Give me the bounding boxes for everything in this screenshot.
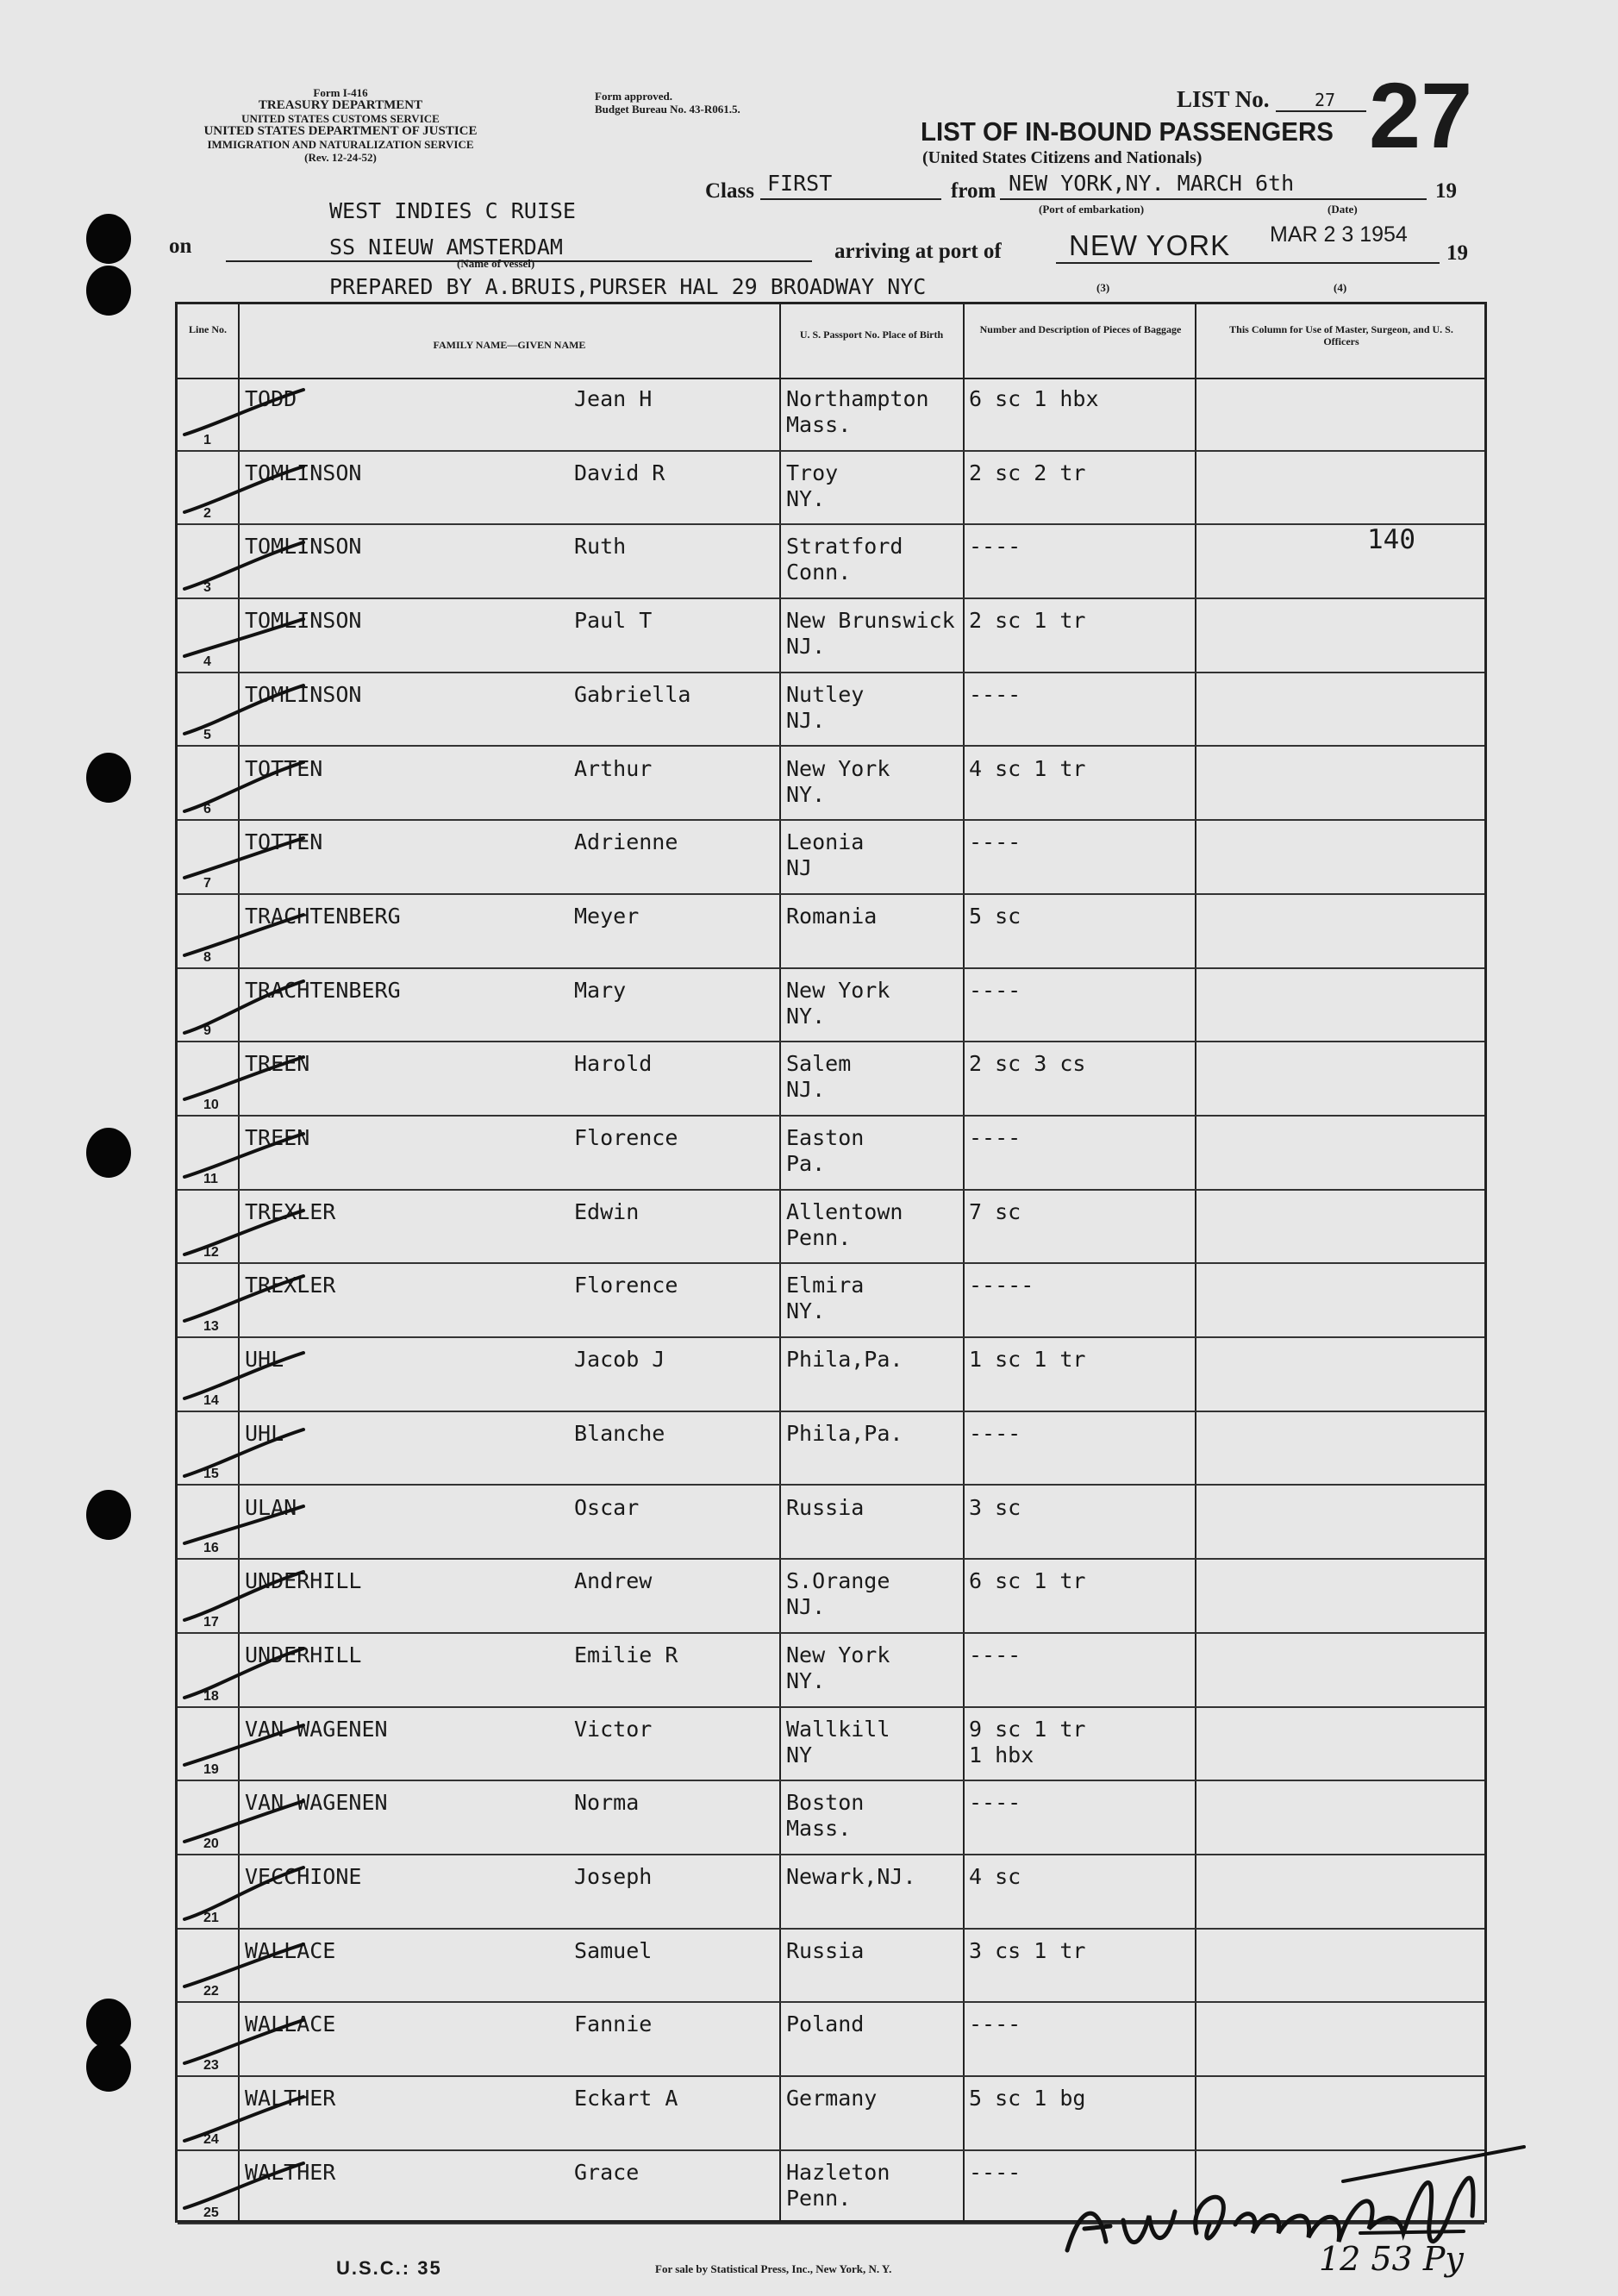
line-number: 18 [203, 1688, 219, 1704]
line-given-name: Eckart A [574, 2086, 678, 2111]
punch-hole [86, 214, 131, 264]
line-baggage: 6 sc 1 tr [969, 1568, 1086, 1594]
line-family-name: UHL [245, 1347, 284, 1373]
line-baggage: 5 sc [969, 903, 1021, 929]
line-baggage: ----- [969, 1273, 1034, 1298]
from-underline [1000, 198, 1427, 200]
line-given-name: Florence [574, 1273, 678, 1298]
line-given-name: Edwin [574, 1198, 640, 1224]
line-baggage: ---- [969, 977, 1021, 1003]
line-birthplace: Elmira [786, 1273, 865, 1298]
line-birthplace-2: NJ. [786, 707, 826, 733]
line-family-name: WALLACE [245, 1937, 336, 1963]
line-family-name: VAN WAGENEN [245, 1790, 388, 1816]
line-birthplace: Newark,NJ. [786, 1864, 916, 1889]
line-number: 5 [203, 728, 211, 743]
line-birthplace: Boston [786, 1790, 865, 1816]
revision: (Rev. 12-24-52) [304, 151, 377, 164]
line-given-name: Adrienne [574, 829, 678, 855]
line-given-name: Harold [574, 1051, 653, 1077]
line-given-name: Mary [574, 977, 627, 1003]
line-baggage: 2 sc 3 cs [969, 1051, 1086, 1077]
port-caption: (Port of embarkation) [1039, 203, 1145, 216]
line-number: 12 [203, 1245, 219, 1261]
line-birthplace-2: NJ. [786, 634, 826, 660]
check-mark-icon [174, 1935, 312, 2004]
col-header-officers: This Column for Use of Master, Surgeon, and U. S. Officers [1229, 323, 1453, 347]
prepared-by: PREPARED BY A.BRUIS,PURSER HAL 29 BROADWAY NYC [329, 274, 927, 299]
line-family-name: TREXLER [245, 1198, 336, 1224]
line-given-name: Gabriella [574, 681, 691, 707]
check-mark-icon [174, 1343, 312, 1412]
check-mark-icon [174, 1417, 312, 1486]
table-row [178, 1560, 1484, 1634]
line-number: 1 [203, 432, 211, 447]
check-mark-icon [174, 2156, 312, 2225]
handwritten-page-no: 12 53 Py [1319, 2240, 1464, 2278]
table-header [178, 304, 1484, 379]
check-mark-icon [174, 974, 312, 1043]
date-caption: (Date) [1328, 203, 1358, 216]
check-mark-icon [174, 1048, 312, 1117]
line-family-name: TREXLER [245, 1273, 336, 1298]
check-mark-icon [174, 2008, 312, 2077]
table-row [178, 1486, 1484, 1561]
punch-hole [86, 1490, 131, 1540]
doj-name: UNITED STATES DEPARTMENT OF JUSTICE [203, 124, 478, 138]
line-birthplace: Allentown [786, 1198, 903, 1224]
line-birthplace-2: Penn. [786, 1224, 852, 1250]
line-family-name: TOMLINSON [245, 608, 362, 634]
arrival-date-stamp: MAR 2 3 1954 [1270, 222, 1408, 247]
line-number: 24 [203, 2131, 219, 2147]
line-baggage: 5 sc 1 bg [969, 2086, 1086, 2111]
line-birthplace-2: Mass. [786, 1816, 852, 1842]
check-mark-icon [174, 1122, 312, 1191]
line-birthplace: Russia [786, 1494, 865, 1520]
port-underline [1056, 262, 1440, 264]
subtitle: (United States Citizens and Nationals) [922, 148, 1203, 167]
line-birthplace: Leonia [786, 829, 865, 855]
line-baggage: 3 sc [969, 1494, 1021, 1520]
form-approved: Form approved. [595, 90, 673, 103]
line-family-name: TOMLINSON [245, 681, 362, 707]
line-number: 2 [203, 506, 211, 522]
line-family-name: VECCHIONE [245, 1864, 362, 1889]
line-birthplace-2: NJ. [786, 1594, 826, 1620]
table-row [178, 969, 1484, 1043]
line-baggage: ---- [969, 1125, 1021, 1150]
line-number: 8 [203, 949, 211, 965]
line-birthplace: Poland [786, 2011, 865, 2037]
line-number: 6 [203, 802, 211, 817]
arriving-label: arriving at port of [834, 240, 1002, 263]
line-given-name: Fannie [574, 2011, 653, 2037]
check-mark-icon [174, 2082, 312, 2151]
approval-block [595, 90, 740, 116]
line-baggage: ---- [969, 534, 1021, 560]
line-number: 21 [203, 1910, 219, 1925]
year-label-1: 19 [1435, 179, 1457, 203]
caption-4: (4) [1334, 281, 1347, 294]
line-birthplace: Wallkill [786, 1716, 890, 1742]
line-baggage: 4 sc [969, 1864, 1021, 1889]
line-birthplace: New York [786, 977, 890, 1003]
table-row [178, 1264, 1484, 1338]
col-header-name: FAMILY NAME—GIVEN NAME [433, 339, 586, 351]
class-value: FIRST [767, 171, 833, 196]
line-birthplace: Phila,Pa. [786, 1347, 903, 1373]
line-number: 25 [203, 2205, 219, 2221]
line-family-name: TOMLINSON [245, 460, 362, 485]
line-family-name: UNDERHILL [245, 1568, 362, 1594]
service-name: UNITED STATES CUSTOMS SERVICE [241, 112, 440, 125]
line-baggage: 2 sc 1 tr [969, 608, 1086, 634]
form-number: Form I-416 [313, 86, 368, 99]
line-family-name: ULAN [245, 1494, 297, 1520]
table-row [178, 821, 1484, 895]
line-number: 4 [203, 654, 211, 669]
passenger-table [175, 302, 1487, 2223]
usc-number: U.S.C.: 35 [336, 2257, 442, 2279]
line-baggage: ---- [969, 2159, 1021, 2185]
table-row [178, 525, 1484, 599]
list-no-small: 27 [1315, 90, 1336, 110]
line-given-name: Meyer [574, 903, 640, 929]
printer-line: For sale by Statistical Press, Inc., New York, N. Y. [655, 2262, 892, 2275]
line-given-name: Arthur [574, 755, 653, 781]
line-given-name: Samuel [574, 1937, 653, 1963]
line-number: 22 [203, 1984, 219, 1999]
budget-number: Budget Bureau No. 43-R061.5. [595, 103, 740, 116]
line-given-name: Paul T [574, 608, 653, 634]
line-number: 9 [203, 1023, 211, 1039]
line-family-name: WALTHER [245, 2086, 336, 2111]
line-given-name: Andrew [574, 1568, 653, 1594]
line-number: 17 [203, 1614, 219, 1630]
line-birthplace: Hazleton [786, 2159, 890, 2185]
line-birthplace: New York [786, 755, 890, 781]
check-mark-icon [174, 457, 312, 526]
line-birthplace-2: Pa. [786, 1151, 826, 1176]
line-baggage: 2 sc 2 tr [969, 460, 1086, 485]
col-header-passport: U. S. Passport No. Place of Birth [799, 328, 944, 341]
line-birthplace: Salem [786, 1051, 852, 1077]
line-baggage: 1 sc 1 tr [969, 1347, 1086, 1373]
line-baggage: 6 sc 1 hbx [969, 386, 1099, 411]
check-mark-icon [174, 900, 312, 969]
check-mark-icon [174, 383, 312, 452]
line-birthplace: Easton [786, 1125, 865, 1150]
table-row [178, 1855, 1484, 1930]
table-row [178, 2003, 1484, 2077]
table-row [178, 1634, 1484, 1708]
line-number: 7 [203, 875, 211, 891]
line-given-name: Oscar [574, 1494, 640, 1520]
line-number: 14 [203, 1392, 219, 1408]
form-id-block [177, 86, 504, 164]
from-label: from [951, 179, 996, 203]
line-baggage: 9 sc 1 tr [969, 1716, 1086, 1742]
check-mark-icon [174, 1269, 312, 1338]
line-given-name: Florence [574, 1125, 678, 1150]
punch-hole [86, 1128, 131, 1178]
line-given-name: Norma [574, 1790, 640, 1816]
table-row [178, 748, 1484, 822]
col-header-baggage: Number and Description of Pieces of Baggage [979, 323, 1182, 335]
line-birthplace: Northampton [786, 386, 929, 411]
year-label-2: 19 [1446, 241, 1468, 265]
line-baggage: ---- [969, 829, 1021, 855]
list-no-underline [1276, 110, 1366, 112]
table-row [178, 673, 1484, 748]
line-given-name: Jacob J [574, 1347, 665, 1373]
check-mark-icon [174, 826, 312, 895]
table-row [178, 452, 1484, 526]
line-birthplace-2: NY. [786, 781, 826, 807]
class-underline [760, 198, 941, 200]
line-baggage: 7 sc [969, 1198, 1021, 1224]
line-given-name: Joseph [574, 1864, 653, 1889]
cruise-name: WEST INDIES C RUISE [329, 198, 576, 223]
line-birthplace-2: NJ [786, 855, 813, 881]
line-number: 16 [203, 1541, 219, 1556]
line-birthplace-2: Conn. [786, 560, 852, 585]
line-birthplace: Nutley [786, 681, 865, 707]
line-given-name: Blanche [574, 1420, 665, 1446]
line-family-name: UHL [245, 1420, 284, 1446]
table-row [178, 1338, 1484, 1412]
table-row [178, 378, 1484, 452]
line-birthplace-2: Mass. [786, 412, 852, 437]
line-birthplace-2: NY [786, 1742, 813, 1767]
ins-name: IMMIGRATION AND NATURALIZATION SERVICE [207, 138, 474, 151]
line-number: 20 [203, 1836, 219, 1851]
vessel-name: SS NIEUW AMSTERDAM [329, 235, 563, 260]
line-birthplace-2: NY. [786, 1003, 826, 1029]
line-birthplace: S.Orange [786, 1568, 890, 1594]
list-no-big: 27 [1369, 63, 1473, 167]
line-baggage: 3 cs 1 tr [969, 1937, 1086, 1963]
line-family-name: TODD [245, 386, 297, 411]
line-baggage: ---- [969, 1642, 1021, 1667]
line-baggage: ---- [969, 681, 1021, 707]
line-given-name: David R [574, 460, 665, 485]
line-family-name: WALTHER [245, 2159, 336, 2185]
check-mark-icon [174, 604, 312, 673]
table-row [178, 1708, 1484, 1782]
check-mark-icon [174, 1639, 312, 1708]
line-baggage: ---- [969, 2011, 1021, 2037]
line-birthplace: Troy [786, 460, 839, 485]
line-number: 3 [203, 580, 211, 596]
officer-note: 140 [1367, 524, 1415, 555]
line-given-name: Jean H [574, 386, 653, 411]
line-family-name: TOMLINSON [245, 534, 362, 560]
table-row [178, 1042, 1484, 1117]
line-family-name: TRACHTENBERG [245, 977, 401, 1003]
line-baggage: ---- [969, 1420, 1021, 1446]
line-birthplace: Stratford [786, 534, 903, 560]
line-family-name: TREEN [245, 1051, 310, 1077]
line-birthplace: New Brunswick [786, 608, 955, 634]
line-given-name: Grace [574, 2159, 640, 2185]
line-given-name: Victor [574, 1716, 653, 1742]
check-mark-icon [174, 530, 312, 599]
line-baggage-2: 1 hbx [969, 1742, 1034, 1767]
line-birthplace-2: NY. [786, 1298, 826, 1324]
line-family-name: TOTTEN [245, 755, 323, 781]
punch-hole [86, 2042, 131, 2092]
line-birthplace-2: Penn. [786, 2185, 852, 2211]
table-row [178, 1930, 1484, 2004]
table-row [178, 1412, 1484, 1486]
check-mark-icon [174, 753, 312, 822]
check-mark-icon [174, 1492, 312, 1561]
check-mark-icon [174, 1786, 312, 1855]
table-row [178, 1117, 1484, 1191]
table-row [178, 599, 1484, 673]
table-row [178, 1191, 1484, 1265]
line-family-name: TREEN [245, 1125, 310, 1150]
check-mark-icon [174, 1196, 312, 1265]
check-mark-icon [174, 1713, 312, 1782]
line-birthplace-2: NJ. [786, 1077, 826, 1103]
class-label: Class [705, 179, 754, 203]
line-baggage: ---- [969, 1790, 1021, 1816]
table-row [178, 895, 1484, 969]
line-number: 10 [203, 1097, 219, 1112]
line-number: 23 [203, 2058, 219, 2074]
line-number: 15 [203, 1467, 219, 1482]
line-birthplace: Phila,Pa. [786, 1420, 903, 1446]
line-number: 11 [203, 1171, 218, 1186]
line-given-name: Ruth [574, 534, 627, 560]
list-no-label: LIST No. [1177, 86, 1270, 112]
on-label: on [169, 235, 192, 258]
line-family-name: TRACHTENBERG [245, 903, 401, 929]
title: LIST OF IN-BOUND PASSENGERS [921, 116, 1334, 147]
check-mark-icon [174, 679, 312, 748]
line-given-name: Emilie R [574, 1642, 678, 1667]
from-value: NEW YORK,NY. MARCH 6th [1009, 171, 1295, 196]
line-family-name: TOTTEN [245, 829, 323, 855]
arrival-port: NEW YORK [1069, 229, 1231, 261]
line-number: 19 [203, 1762, 219, 1778]
col-header-line: Line No. [188, 323, 227, 335]
vessel-caption: (Name of vessel) [457, 257, 535, 270]
line-family-name: WALLACE [245, 2011, 336, 2037]
punch-hole [86, 753, 131, 803]
line-birthplace: Romania [786, 903, 878, 929]
check-mark-icon [174, 1861, 312, 1930]
line-birthplace: New York [786, 1642, 890, 1667]
line-birthplace: Germany [786, 2086, 878, 2111]
line-family-name: UNDERHILL [245, 1642, 362, 1667]
line-birthplace: Russia [786, 1937, 865, 1963]
line-family-name: VAN WAGENEN [245, 1716, 388, 1742]
caption-3: (3) [1096, 281, 1110, 294]
table-row [178, 1781, 1484, 1855]
handwritten-signature [1059, 2130, 1541, 2268]
line-number: 13 [203, 1319, 219, 1335]
department-name: TREASURY DEPARTMENT [258, 98, 423, 112]
line-birthplace-2: NY. [786, 1667, 826, 1693]
line-birthplace-2: NY. [786, 485, 826, 511]
check-mark-icon [174, 1565, 312, 1634]
line-baggage: 4 sc 1 tr [969, 755, 1086, 781]
punch-hole [86, 266, 131, 316]
